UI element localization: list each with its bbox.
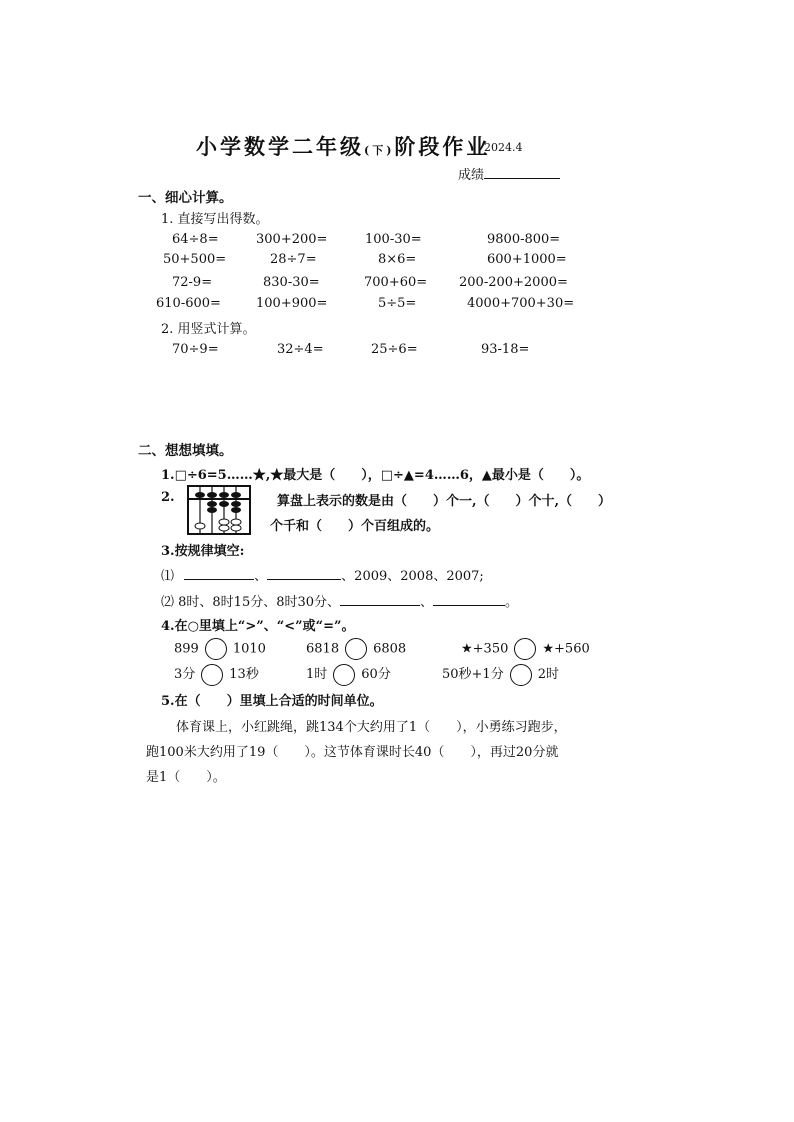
q3-blank-3 (340, 605, 420, 606)
vertical-calc-4: 93-18= (481, 342, 530, 357)
q5-line3: 是1（ ）。 (146, 770, 226, 785)
section-2-heading: 二、想想填填。 (138, 443, 233, 459)
calc-1-2: 300+200= (256, 232, 328, 247)
sub2-label: 2. 用竖式计算。 (161, 322, 256, 337)
compare-right: 13秒 (229, 667, 259, 682)
q1-text: 1.□÷6=5……★,★最大是（ ），□÷▲=4……6，▲最小是（ ）。 (161, 468, 590, 483)
compare-left: 1时 (306, 667, 328, 682)
page-title (196, 131, 490, 161)
compare-left: 3分 (174, 667, 196, 682)
abacus-icon (186, 484, 252, 536)
calc-3-3: 700+60= (364, 275, 428, 290)
compare-left: 50秒+1分 (442, 667, 504, 682)
section-1-heading: 一、细心计算。 (138, 190, 233, 206)
compare-2-3 (442, 663, 559, 686)
q3-blank-2 (267, 579, 341, 580)
q5-line2: 跑100米大约用了19（ ）。这节体育课时长40（ ），再过20分就 (146, 745, 559, 760)
vertical-calc-2: 32÷4= (277, 342, 324, 357)
q2-number: 2. (161, 490, 175, 505)
compare-right: 1010 (232, 641, 266, 657)
compare-right: 6808 (373, 641, 407, 657)
calc-4-3: 5÷5= (378, 296, 417, 311)
compare-circle[interactable] (201, 664, 223, 686)
calc-4-2: 100+900= (256, 296, 328, 311)
q5-label: 5.在（ ）里填上合适的时间单位。 (161, 694, 383, 709)
q3-label: 3.按规律填空: (161, 544, 245, 559)
q3-part1 (161, 565, 484, 584)
q2-line1: 算盘上表示的数是由（ ）个一,（ ）个十,（ ） (277, 494, 612, 509)
calc-2-1: 50+500= (163, 252, 227, 267)
q3-part2-tail: 。 (505, 595, 519, 610)
q3-blank-1 (184, 579, 254, 580)
q3-separator: 、 (254, 569, 268, 584)
q3-part1-tail: 、2009、2008、2007; (341, 569, 484, 584)
vertical-calc-3: 25÷6= (371, 342, 418, 357)
date-label: 2024.4 (484, 141, 523, 154)
calc-3-2: 830-30= (263, 275, 320, 290)
compare-left: ★+350 (461, 641, 509, 657)
compare-right: 60分 (361, 667, 391, 682)
vertical-calc-1: 70÷9= (172, 342, 219, 357)
calc-1-3: 100-30= (365, 232, 422, 247)
calc-3-4: 200-200+2000= (459, 275, 568, 290)
title-sub: (下) (364, 144, 395, 157)
compare-left: 6818 (306, 641, 340, 657)
score-label: 成绩 (458, 168, 485, 183)
calc-3-1: 72-9= (172, 275, 213, 290)
q4-label: 4.在○里填上“>”、“<”或“=”。 (161, 619, 355, 634)
q3-part2-separator: 、 (420, 595, 434, 610)
calc-2-2: 28÷7= (270, 252, 317, 267)
compare-1-1 (174, 638, 266, 660)
compare-2-1 (174, 663, 259, 686)
q3-part2-text: ⑵ 8时、8时15分、8时30分、 (161, 595, 341, 610)
calc-2-4: 600+1000= (487, 252, 567, 267)
q2-line2: 个千和（ ）个百组成的。 (270, 519, 440, 534)
q3-part2 (161, 591, 518, 610)
compare-circle[interactable] (205, 638, 227, 660)
calc-4-4: 4000+700+30= (467, 296, 575, 311)
compare-circle[interactable] (514, 638, 536, 660)
compare-circle[interactable] (345, 638, 367, 660)
q3-part1-number: ⑴ (161, 569, 175, 584)
title-main: 小学数学二年级 (196, 134, 364, 159)
compare-circle[interactable] (333, 664, 355, 686)
calc-1-1: 64÷8= (172, 232, 219, 247)
calc-2-3: 8×6= (378, 252, 417, 267)
compare-circle[interactable] (510, 664, 532, 686)
compare-left: 899 (174, 641, 199, 657)
compare-right: ★+560 (542, 641, 590, 657)
score-field (458, 164, 560, 183)
compare-2-2 (306, 663, 391, 686)
calc-1-4: 9800-800= (487, 232, 561, 247)
score-blank (484, 178, 560, 179)
compare-right: 2时 (537, 667, 559, 682)
title-end: 阶段作业 (394, 134, 491, 159)
compare-1-2 (306, 638, 406, 660)
q5-line1: 体育课上，小红跳绳，跳134个大约用了1（ ），小勇练习跑步， (176, 720, 567, 735)
calc-4-1: 610-600= (156, 296, 221, 311)
sub1-label: 1. 直接写出得数。 (161, 212, 269, 227)
compare-1-3 (461, 638, 590, 660)
q3-blank-4 (433, 605, 505, 606)
